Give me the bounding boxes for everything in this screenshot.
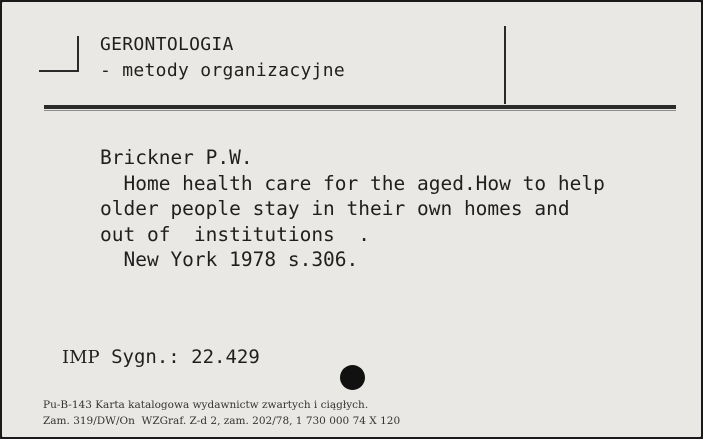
header-divider [504, 26, 506, 104]
subject-line-2: - metody organizacyjne [100, 60, 346, 81]
corner-mark-vertical [77, 36, 79, 72]
subject-heading [100, 32, 345, 84]
title-line-2: older people stay in their own homes and [100, 197, 570, 220]
footer-line-2: Zam. 319/DW/On WZGraf. Z-d 2, zam. 202/78, 1 730 000 74 X 120 [43, 415, 401, 427]
printer-footer [43, 397, 400, 429]
corner-mark-horizontal [39, 70, 79, 72]
bibliographic-entry [100, 145, 605, 273]
subject-line-1: GERONTOLOGIA [100, 34, 234, 55]
shelfmark [62, 346, 260, 368]
title-line-3: out of institutions . [100, 222, 371, 246]
author: Brickner P.W. [100, 146, 253, 169]
imp-label: IMP [62, 347, 100, 368]
imprint: New York 1978 s.306. [100, 248, 359, 271]
punch-hole [340, 365, 365, 390]
footer-line-1: Pu-B-143 Karta katalogowa wydawnictw zwartych i ciągłych. [43, 399, 369, 411]
header-rule-thin [44, 110, 676, 111]
call-number: Sygn.: 22.429 [99, 346, 260, 368]
title-line-1: Home health care for the aged.How to help [100, 171, 605, 195]
header-rule [44, 105, 676, 109]
